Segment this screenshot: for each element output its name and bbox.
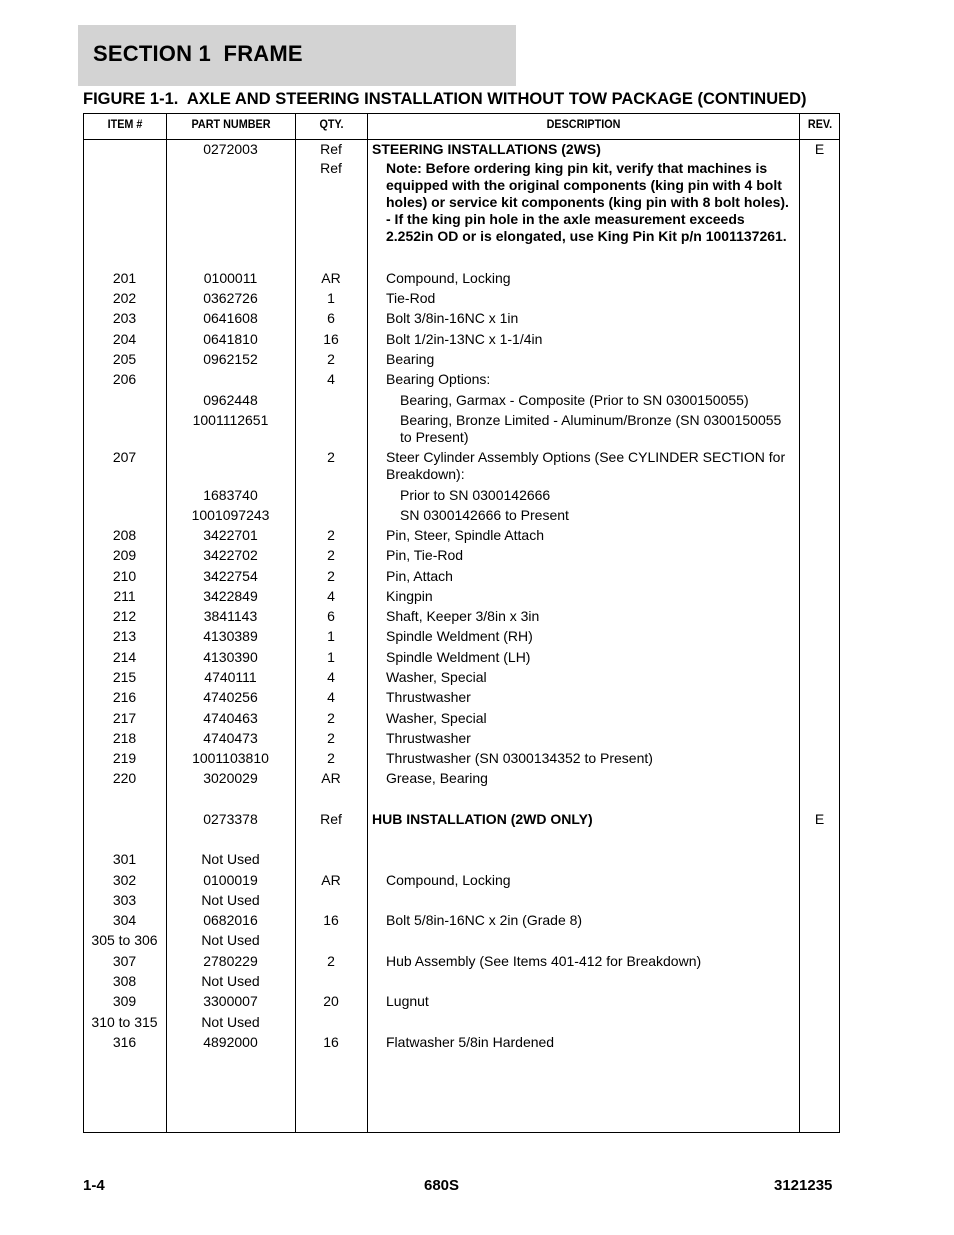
table-cell-item-number: 213 [112, 628, 137, 644]
table-cell-part-number: 2780229 [203, 953, 258, 969]
table-cell-description: Tie-Rod [386, 290, 436, 306]
table-cell-description: Thrustwasher (SN 0300134352 to Present) [386, 750, 653, 766]
table-cell-quantity: AR [321, 270, 341, 286]
table-cell-part-number: 0962152 [203, 351, 258, 367]
table-cell-item-number: 304 [112, 912, 137, 928]
table-cell-description: HUB INSTALLATION (2WD ONLY) [372, 811, 593, 827]
table-cell-item-number: 205 [112, 351, 137, 367]
table-cell-revision: E [814, 811, 825, 827]
table-cell-part-number: 4740256 [203, 689, 258, 705]
table-cell-description: Hub Assembly (See Items 401-412 for Breakdown) [386, 953, 702, 969]
table-cell-description: Prior to SN 0300142666 [400, 487, 551, 503]
table-cell-part-number: 4740473 [203, 730, 258, 746]
table-cell-quantity: AR [321, 770, 341, 786]
table-cell-part-number: 0682016 [203, 912, 258, 928]
table-cell-description: Shaft, Keeper 3/8in x 3in [386, 608, 540, 624]
table-cell-part-number: 1001097243 [191, 507, 270, 523]
table-cell-quantity: 16 [323, 1034, 339, 1050]
table-cell-quantity: 2 [327, 953, 335, 969]
table-cell-quantity: 2 [327, 547, 335, 563]
table-cell-revision: E [814, 141, 825, 157]
table-cell-item-number: 307 [112, 953, 137, 969]
header-rev: REV. [807, 117, 833, 131]
table-cell-part-number: 3422701 [203, 527, 258, 543]
table-cell-quantity: 2 [327, 710, 335, 726]
table-cell-part-number: 0272003 [203, 141, 258, 157]
table-cell-part-number: 3020029 [203, 770, 258, 786]
table-cell-part-number: 1683740 [203, 487, 258, 503]
table-cell-description: Bearing, Garmax - Composite (Prior to SN 0300150055) [400, 392, 749, 408]
table-cell-quantity: 6 [327, 310, 335, 326]
table-cell-part-number: 1001112651 [192, 412, 269, 428]
header-description: DESCRIPTION [546, 117, 621, 131]
table-cell-part-number: 0362726 [203, 290, 258, 306]
header-qty: QTY. [319, 117, 344, 131]
table-cell-description: Compound, Locking [386, 270, 511, 286]
table-cell-description: Washer, Special [386, 710, 487, 726]
table-cell-description: Steer Cylinder Assembly Options (See CYLINDER SECTION for Breakdown): [386, 449, 786, 482]
table-cell-item-number: 309 [112, 993, 137, 1009]
table-cell-description: Washer, Special [386, 669, 487, 685]
table-cell-part-number: 0962448 [203, 392, 258, 408]
table-cell-part-number: 0641608 [203, 310, 258, 326]
table-cell-quantity: 4 [327, 669, 335, 685]
table-cell-item-number: 215 [112, 669, 137, 685]
table-cell-description: Bearing, Bronze Limited - Aluminum/Bronze (SN 0300150055 to Present) [400, 412, 782, 445]
table-cell-quantity: 2 [327, 730, 335, 746]
table-cell-description: Bolt 1/2in-13NC x 1-1/4in [386, 331, 543, 347]
table-cell-item-number: 303 [112, 892, 137, 908]
header-part-number: PART NUMBER [191, 117, 271, 131]
table-cell-part-number: 0100011 [203, 270, 258, 286]
table-cell-description: Flatwasher 5/8in Hardened [386, 1034, 555, 1050]
table-cell-item-number: 219 [112, 750, 137, 766]
table-cell-part-number: 3422702 [203, 547, 258, 563]
table-cell-item-number: 212 [112, 608, 137, 624]
table-cell-quantity: 4 [327, 689, 335, 705]
table-cell-quantity: Ref [320, 160, 342, 176]
table-cell-item-number: 208 [112, 527, 137, 543]
table-cell-description: Bolt 5/8in-16NC x 2in (Grade 8) [386, 912, 583, 928]
table-cell-quantity: Ref [320, 141, 342, 157]
table-cell-item-number: 206 [112, 371, 137, 387]
table-cell-quantity: 2 [327, 449, 335, 465]
table-cell-item-number: 217 [112, 710, 137, 726]
table-cell-part-number: 4892000 [203, 1034, 258, 1050]
table-cell-description: Thrustwasher [386, 689, 471, 705]
table-cell-quantity: 16 [323, 331, 339, 347]
page-number: 1-4 [83, 1177, 105, 1194]
table-cell-description: Kingpin [386, 588, 433, 604]
table-cell-description: Lugnut [386, 993, 429, 1009]
table-cell-quantity: 6 [327, 608, 335, 624]
table-cell-item-number: 210 [112, 568, 137, 584]
table-cell-part-number: Not Used [201, 973, 260, 989]
table-cell-part-number: 4130389 [203, 628, 258, 644]
table-cell-description: Spindle Weldment (RH) [386, 628, 533, 644]
table-cell-item-number: 203 [112, 310, 137, 326]
table-cell-item-number: 316 [112, 1034, 137, 1050]
table-cell-quantity: AR [321, 872, 341, 888]
table-cell-part-number: 0641810 [203, 331, 258, 347]
table-cell-part-number: Not Used [201, 932, 260, 948]
table-cell-part-number: 4130390 [203, 649, 258, 665]
document-number: 3121235 [774, 1177, 833, 1194]
table-cell-quantity: 2 [327, 750, 335, 766]
table-cell-item-number: 214 [112, 649, 137, 665]
table-cell-part-number: Not Used [201, 1014, 260, 1030]
table-cell-description: Pin, Steer, Spindle Attach [386, 527, 544, 543]
table-cell-item-number: 308 [112, 973, 137, 989]
table-cell-item-number: 201 [112, 270, 137, 286]
table-cell-quantity: 2 [327, 527, 335, 543]
table-cell-quantity: 20 [323, 993, 339, 1009]
figure-title: FIGURE 1-1. AXLE AND STEERING INSTALLATION WITHOUT TOW PACKAGE (CONTINUED) [83, 90, 807, 108]
table-cell-item-number: 218 [112, 730, 137, 746]
table-cell-part-number: Not Used [201, 851, 260, 867]
header-item: ITEM # [107, 117, 143, 131]
table-cell-quantity: 16 [323, 912, 339, 928]
table-cell-quantity: 4 [327, 588, 335, 604]
table-cell-description: Compound, Locking [386, 872, 511, 888]
table-cell-part-number: 3300007 [203, 993, 258, 1009]
table-cell-item-number: 301 [112, 851, 137, 867]
table-cell-description: Thrustwasher [386, 730, 471, 746]
table-cell-description: Grease, Bearing [386, 770, 488, 786]
table-cell-item-number: 204 [112, 331, 137, 347]
table-cell-item-number: 209 [112, 547, 137, 563]
table-cell-quantity: 2 [327, 568, 335, 584]
table-cell-description: STEERING INSTALLATIONS (2WS) [372, 141, 601, 157]
table-cell-description: Bolt 3/8in-16NC x 1in [386, 310, 519, 326]
table-cell-item-number: 211 [113, 588, 136, 604]
table-cell-part-number: 3841143 [203, 608, 258, 624]
table-cell-item-number: 310 to 315 [91, 1014, 158, 1030]
table-cell-part-number: 0100019 [203, 872, 258, 888]
table-cell-description: Spindle Weldment (LH) [386, 649, 531, 665]
table-cell-part-number: 0273378 [203, 811, 258, 827]
table-cell-description: Pin, Tie-Rod [386, 547, 464, 563]
model-name: 680S [424, 1177, 460, 1194]
table-cell-description: SN 0300142666 to Present [400, 507, 569, 523]
table-cell-part-number: 1001103810 [192, 750, 269, 766]
table-cell-item-number: 220 [112, 770, 137, 786]
table-cell-part-number: Not Used [201, 892, 260, 908]
table-cell-description: Pin, Attach [386, 568, 453, 584]
table-cell-description: Note: Before ordering king pin kit, verify that machines is equipped with the original components (king pin with 4 bolt holes) or service kit components (king pin with 8 bolt holes). - If the king pin hole in the axle measurement exceeds 2.252in OD or is elongated, use King Pin Kit p/n 1001137261. [386, 160, 789, 244]
table-cell-description: Bearing [386, 351, 435, 367]
section-title: SECTION 1 FRAME [93, 41, 303, 66]
table-cell-part-number: 4740463 [203, 710, 258, 726]
table-cell-quantity: 1 [327, 628, 335, 644]
table-cell-quantity: 2 [327, 351, 335, 367]
table-cell-part-number: 3422849 [203, 588, 258, 604]
table-cell-description: Bearing Options: [386, 371, 491, 387]
table-cell-item-number: 207 [112, 449, 137, 465]
table-cell-item-number: 302 [112, 872, 137, 888]
table-cell-quantity: 1 [327, 290, 335, 306]
table-cell-item-number: 305 to 306 [91, 932, 158, 948]
table-cell-part-number: 4740111 [204, 669, 257, 685]
table-cell-quantity: 4 [327, 371, 335, 387]
table-cell-quantity: 1 [327, 649, 335, 665]
table-cell-quantity: Ref [320, 811, 342, 827]
table-cell-part-number: 3422754 [203, 568, 258, 584]
table-cell-item-number: 202 [112, 290, 137, 306]
table-cell-item-number: 216 [112, 689, 137, 705]
